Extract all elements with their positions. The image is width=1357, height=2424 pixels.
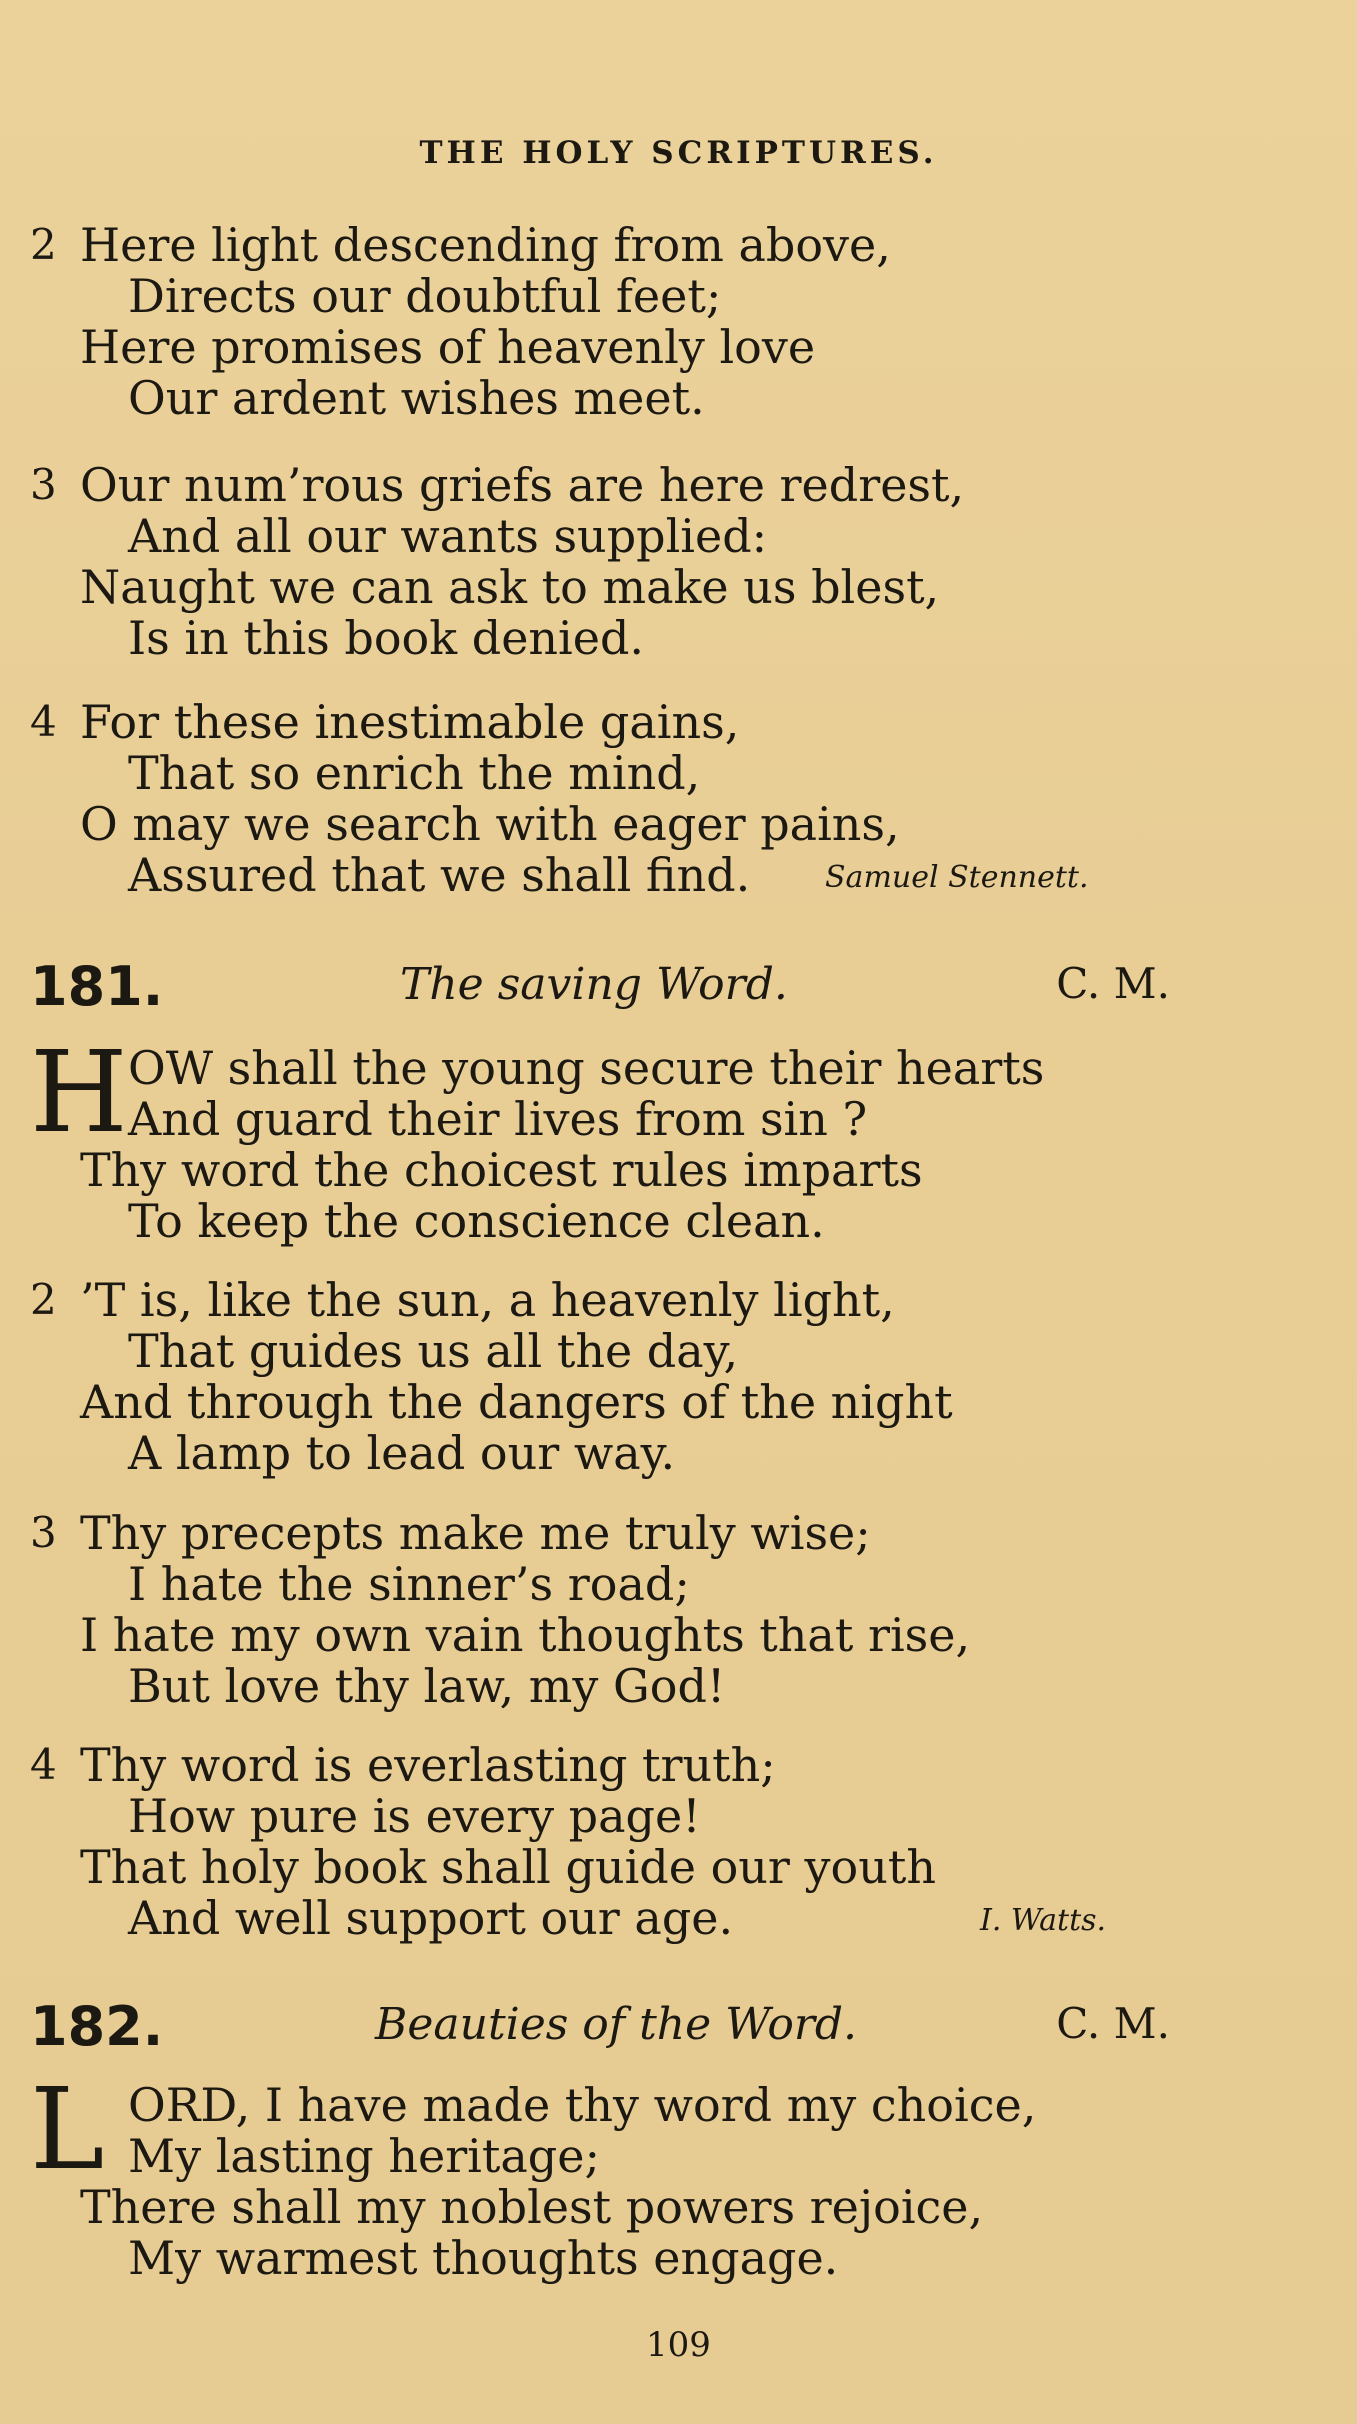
page-number: 109 xyxy=(646,2325,711,2365)
verse-line: And guard their lives from sin ? xyxy=(128,1092,868,1146)
verse-line: ORD, I have made thy word my choice, xyxy=(128,2078,1037,2132)
verse-line: Thy word the choicest rules imparts xyxy=(80,1143,923,1197)
drop-cap: L xyxy=(30,2065,105,2195)
verse-line: And all our wants supplied: xyxy=(128,509,768,563)
verse-line: Our ardent wishes meet. xyxy=(128,371,705,425)
stanza-number: 3 xyxy=(30,1508,57,1557)
hymn-meter: C. M. xyxy=(1056,1999,1170,2048)
stanza-number: 3 xyxy=(30,460,57,509)
drop-cap: H xyxy=(30,1028,128,1158)
verse-line: Here light descending from above, xyxy=(80,218,891,272)
hymn-182-header xyxy=(30,1995,1170,2065)
verse-line: ’T is, like the sun, a heavenly light, xyxy=(80,1273,895,1327)
author-attribution: Samuel Stennett. xyxy=(825,860,1089,895)
verse-line: My warmest thoughts engage. xyxy=(128,2231,839,2285)
verse-line: And through the dangers of the night xyxy=(80,1375,953,1429)
verse-line: Our num’rous griefs are here redrest, xyxy=(80,458,965,512)
stanza-number: 4 xyxy=(30,1740,57,1789)
verse-line: Naught we can ask to make us blest, xyxy=(80,560,940,614)
hymn-number: 182. xyxy=(30,1995,164,2058)
verse-line: My lasting heritage; xyxy=(128,2129,600,2183)
verse-line: But love thy law, my God! xyxy=(128,1659,726,1713)
verse-line: Thy word is everlasting truth; xyxy=(80,1738,776,1792)
verse-line: And well support our age. xyxy=(128,1891,734,1945)
verse-line: Directs our doubtful feet; xyxy=(128,269,722,323)
verse-line: For these inestimable gains, xyxy=(80,695,740,749)
verse-line: There shall my noblest powers rejoice, xyxy=(80,2180,984,2234)
verse-line: That holy book shall guide our youth xyxy=(80,1840,936,1894)
verse-line: O may we search with eager pains, xyxy=(80,797,900,851)
author-attribution: I. Watts. xyxy=(980,1903,1107,1938)
hymn-number: 181. xyxy=(30,955,164,1018)
running-head: THE HOLY SCRIPTURES. xyxy=(419,135,938,171)
verse-line: Is in this book denied. xyxy=(128,611,645,665)
verse-line: Assured that we shall find. xyxy=(128,848,751,902)
hymn-title: Beauties of the Word. xyxy=(375,1999,858,2050)
verse-line: I hate the sinner’s road; xyxy=(128,1557,690,1611)
verse-line: I hate my own vain thoughts that rise, xyxy=(80,1608,971,1662)
stanza-number: 4 xyxy=(30,697,57,746)
verse-line: A lamp to lead our way. xyxy=(128,1426,676,1480)
hymn-meter: C. M. xyxy=(1056,959,1170,1008)
verse-line: Thy precepts make me truly wise; xyxy=(80,1506,871,1560)
verse-line: Here promises of heavenly love xyxy=(80,320,816,374)
verse-line: That guides us all the day, xyxy=(128,1324,739,1378)
verse-line: That so enrich the mind, xyxy=(128,746,701,800)
stanza-number: 2 xyxy=(30,220,57,269)
stanza-number: 2 xyxy=(30,1275,57,1324)
hymn-181-header xyxy=(30,955,1170,1025)
hymn-title: The saving Word. xyxy=(400,959,788,1010)
verse-line: To keep the conscience clean. xyxy=(128,1194,825,1248)
verse-line: OW shall the young secure their hearts xyxy=(128,1041,1045,1095)
verse-line: How pure is every page! xyxy=(128,1789,701,1843)
